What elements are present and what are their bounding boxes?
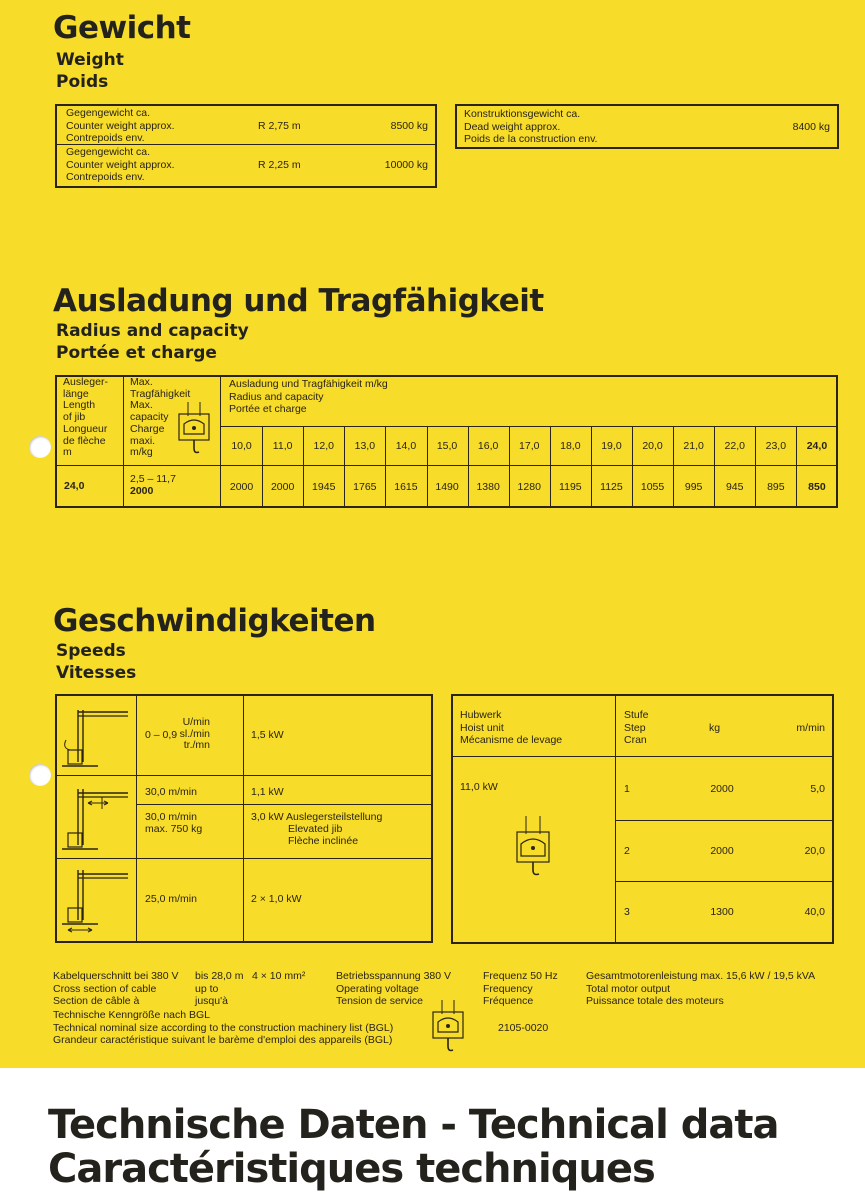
note-line: Kabelquerschnitt bei 380 V [53,970,179,982]
radius-cell: 13,0 [354,440,376,452]
slewing-crane-icon [58,700,134,772]
table-divider [262,427,263,507]
radius-cell: 12,0 [313,440,334,452]
note-line: Technische Kenngröße nach BGL [53,1009,211,1021]
elevated-jib-en: Elevated jib [288,823,343,835]
load-cell: 1765 [353,481,377,493]
table-divider [509,427,510,507]
counterweight-row [66,146,175,184]
table-divider [673,427,674,507]
header-line: Radius and capacity [229,390,324,403]
load-cell: 1195 [559,481,582,493]
load-cell: 1380 [476,481,500,493]
counterweight-radius: R 2,75 m [258,120,301,132]
table-divider [56,465,837,466]
capacity-subtitle-fr: Portée et charge [56,343,217,363]
counterweight-mass: 10000 kg [384,159,428,171]
header-line: Ausladung und Tragfähigkeit m/kg [229,378,388,390]
counterweight-label-de: Gegengewicht ca. [66,107,151,119]
dead-weight-label-de: Konstruktionsgewicht ca. [464,108,581,120]
radius-cell: 15,0 [436,440,458,452]
counterweight-row [66,107,175,145]
load-cell: 2000 [229,481,254,493]
elevated-jib-fr: Flèche inclinée [288,835,359,847]
header-line: Max. [130,399,153,412]
trolley-speed-elevated: 30,0 m/min [145,811,197,823]
max-capacity-value: 2000 [130,485,154,497]
header-line: Length [63,399,96,412]
trolley-max-load: max. 750 kg [145,823,203,835]
model-code: 2105-0020 [498,1022,549,1034]
table-divider [755,427,756,507]
hoist-kg: 2000 [710,783,734,795]
header-line: Cran [624,734,647,746]
counterweight-label-en: Counter weight approx. [66,119,175,132]
header-line: Stufe [624,709,649,721]
note-line: Fréquence [483,995,534,1007]
table-divider [136,695,137,942]
header-line: Max. [130,376,153,388]
max-range: 2,5 – 11,7 [130,473,176,485]
unit-line: sl./min [179,727,210,740]
travel-crane-icon [58,862,134,938]
radius-cell: 16,0 [477,440,499,452]
note-line: Gesamtmotorenleistung max. 15,6 kW / 19,5 kVA [586,970,816,982]
header-line: Tragfähigkeit [130,387,191,400]
table-divider [632,427,633,507]
radius-cell: 14,0 [395,440,417,452]
hoist-power: 11,0 kW [460,781,498,793]
capacity-subtitle-en: Radius and capacity [56,321,249,341]
table-divider [468,427,469,507]
radius-cell: 23,0 [765,440,787,452]
table-divider [616,820,833,821]
table-divider [303,427,304,507]
punch-hole [29,436,51,458]
note-line: Total motor output [586,982,671,995]
counterweight-mass: 8500 kg [390,120,428,132]
table-divider [123,376,124,507]
punch-hole [29,764,51,786]
load-cell: 995 [684,481,703,493]
table-divider [137,804,432,805]
weight-subtitle-en: Weight [56,50,124,70]
bgl-hook-icon [430,1000,470,1056]
table-divider [427,427,428,507]
header-line: Hoist unit [460,721,504,734]
step-header [624,709,649,747]
bgl-label [53,1009,393,1047]
table-divider [243,695,244,942]
hoist-step: 2 [624,845,630,857]
trolley-power: 1,1 kW [251,786,284,798]
kg-header: kg [709,722,721,734]
note-line: up to [195,982,219,995]
table-divider [615,695,616,943]
weight-subtitle-fr: Poids [56,72,109,92]
banner-subtitle: Caractéristiques techniques [48,1146,655,1192]
note-line: Grandeur caractéristique suivant le barème d'emploi des appareils (BGL) [53,1034,393,1046]
speeds-subtitle-fr: Vitesses [56,663,137,683]
hoist-kg: 1300 [710,906,734,918]
weight-title: Gewicht [53,10,191,46]
table-divider [385,427,386,507]
load-cell: 850 [808,481,826,493]
note-line: Tension de service [336,995,423,1007]
table-divider [56,775,432,776]
crane-hook-icon [176,402,216,458]
table-divider [56,858,432,859]
note-line: Cross section of cable [53,982,157,995]
radius-cell: 21,0 [683,440,704,452]
radius-cell: 20,0 [642,440,663,452]
note-line: Section de câble à [53,995,140,1007]
note-line: Frequenz 50 Hz [483,970,558,982]
note-line: Operating voltage [336,982,419,995]
jib-length-value: 24,0 [64,480,85,492]
header-line: capacity [130,411,169,424]
note-line: Puissance totale des moteurs [586,995,724,1007]
radius-cell: 17,0 [519,440,540,452]
table-divider [591,427,592,507]
header-line: Mécanisme de levage [460,734,563,746]
header-line: de flèche [63,434,106,447]
counterweight-label-de: Gegengewicht ca. [66,146,151,158]
table-divider [452,756,833,757]
table-divider [344,427,345,507]
cable-size: 4 × 10 mm² [252,970,306,982]
header-line: Hubwerk [460,709,502,721]
trolley-speed: 30,0 m/min [145,786,197,798]
load-cell: 1490 [435,481,459,493]
load-cell: 1280 [517,481,541,493]
header-line: Step [624,721,646,734]
table-divider [550,427,551,507]
total-power-label [586,970,815,1008]
header-line: länge [63,387,89,400]
jib-length-header [63,377,108,459]
table-divider [796,427,797,507]
radius-capacity-header [229,378,388,416]
dead-weight-labels [464,108,597,146]
header-line: Charge [130,422,165,435]
cable-length [195,970,243,1008]
load-cell: 945 [725,481,744,493]
travel-speed: 25,0 m/min [145,893,197,905]
capacity-title: Ausladung und Tragfähigkeit [53,283,544,319]
cable-section-label [53,970,179,1008]
dead-weight-label-fr: Poids de la construction env. [464,133,598,145]
travel-power: 2 × 1,0 kW [251,893,302,905]
hoist-speed: 20,0 [804,845,825,857]
note-line: bis 28,0 m [195,970,244,982]
counterweight-label-fr: Contrepoids env. [66,171,145,183]
radius-cell: 24,0 [806,440,828,452]
speeds-subtitle-en: Speeds [56,641,126,661]
table-divider [616,881,833,882]
load-cell: 2000 [270,481,295,493]
note-line: Technical nominal size according to the construction machinery list (BGL) [53,1021,394,1034]
dead-weight-mass: 8400 kg [792,121,830,133]
speeds-title: Geschwindigkeiten [53,603,376,639]
header-line: of jib [63,411,86,424]
radius-cell: 19,0 [601,440,622,452]
hoist-kg: 2000 [710,845,734,857]
header-line: m [63,446,72,459]
header-line: m/kg [130,446,153,459]
load-cell: 895 [767,481,785,493]
hoist-hook-icon [512,816,556,880]
hoist-header [460,709,562,747]
radius-cell: 11,0 [272,440,293,452]
header-line: maxi. [130,434,156,447]
counterweight-label-en: Counter weight approx. [66,158,175,171]
slewing-power: 1,5 kW [251,729,284,741]
header-line: Portée et charge [229,403,307,415]
speed-header: m/min [796,722,825,734]
elevated-jib-power: 3,0 kW Auslegersteilstellung [251,811,383,823]
banner-title: Technische Daten - Technical data [48,1102,779,1148]
table-divider [221,426,837,427]
radius-cell: 22,0 [724,440,745,452]
dead-weight-label-en: Dead weight approx. [464,120,561,133]
radius-cell: 10,0 [231,440,252,452]
header-line: Longueur [63,422,108,435]
hoist-speed: 5,0 [810,783,825,795]
table-divider [714,427,715,507]
note-line: Frequency [483,982,533,995]
trolley-crane-icon [58,779,134,855]
load-cell: 1055 [640,481,665,493]
slewing-range: 0 – 0,9 [145,729,178,741]
frequency-label [483,970,558,1008]
hoist-step: 1 [624,783,630,795]
note-line: jusqu'à [195,995,228,1007]
radius-cell: 18,0 [560,440,581,452]
note-line: Betriebsspannung 380 V [336,970,452,982]
header-line: Ausleger- [63,376,108,388]
counterweight-radius: R 2,25 m [258,159,301,171]
load-cell: 1125 [600,481,623,493]
unit-line: tr./mn [183,739,210,752]
load-cell: 1615 [394,481,418,493]
unit-line: U/min [182,716,210,728]
load-cell: 1945 [312,481,336,493]
counterweight-label-fr: Contrepoids env. [66,132,145,144]
hoist-speed: 40,0 [804,906,825,918]
hoist-step: 3 [624,906,630,918]
